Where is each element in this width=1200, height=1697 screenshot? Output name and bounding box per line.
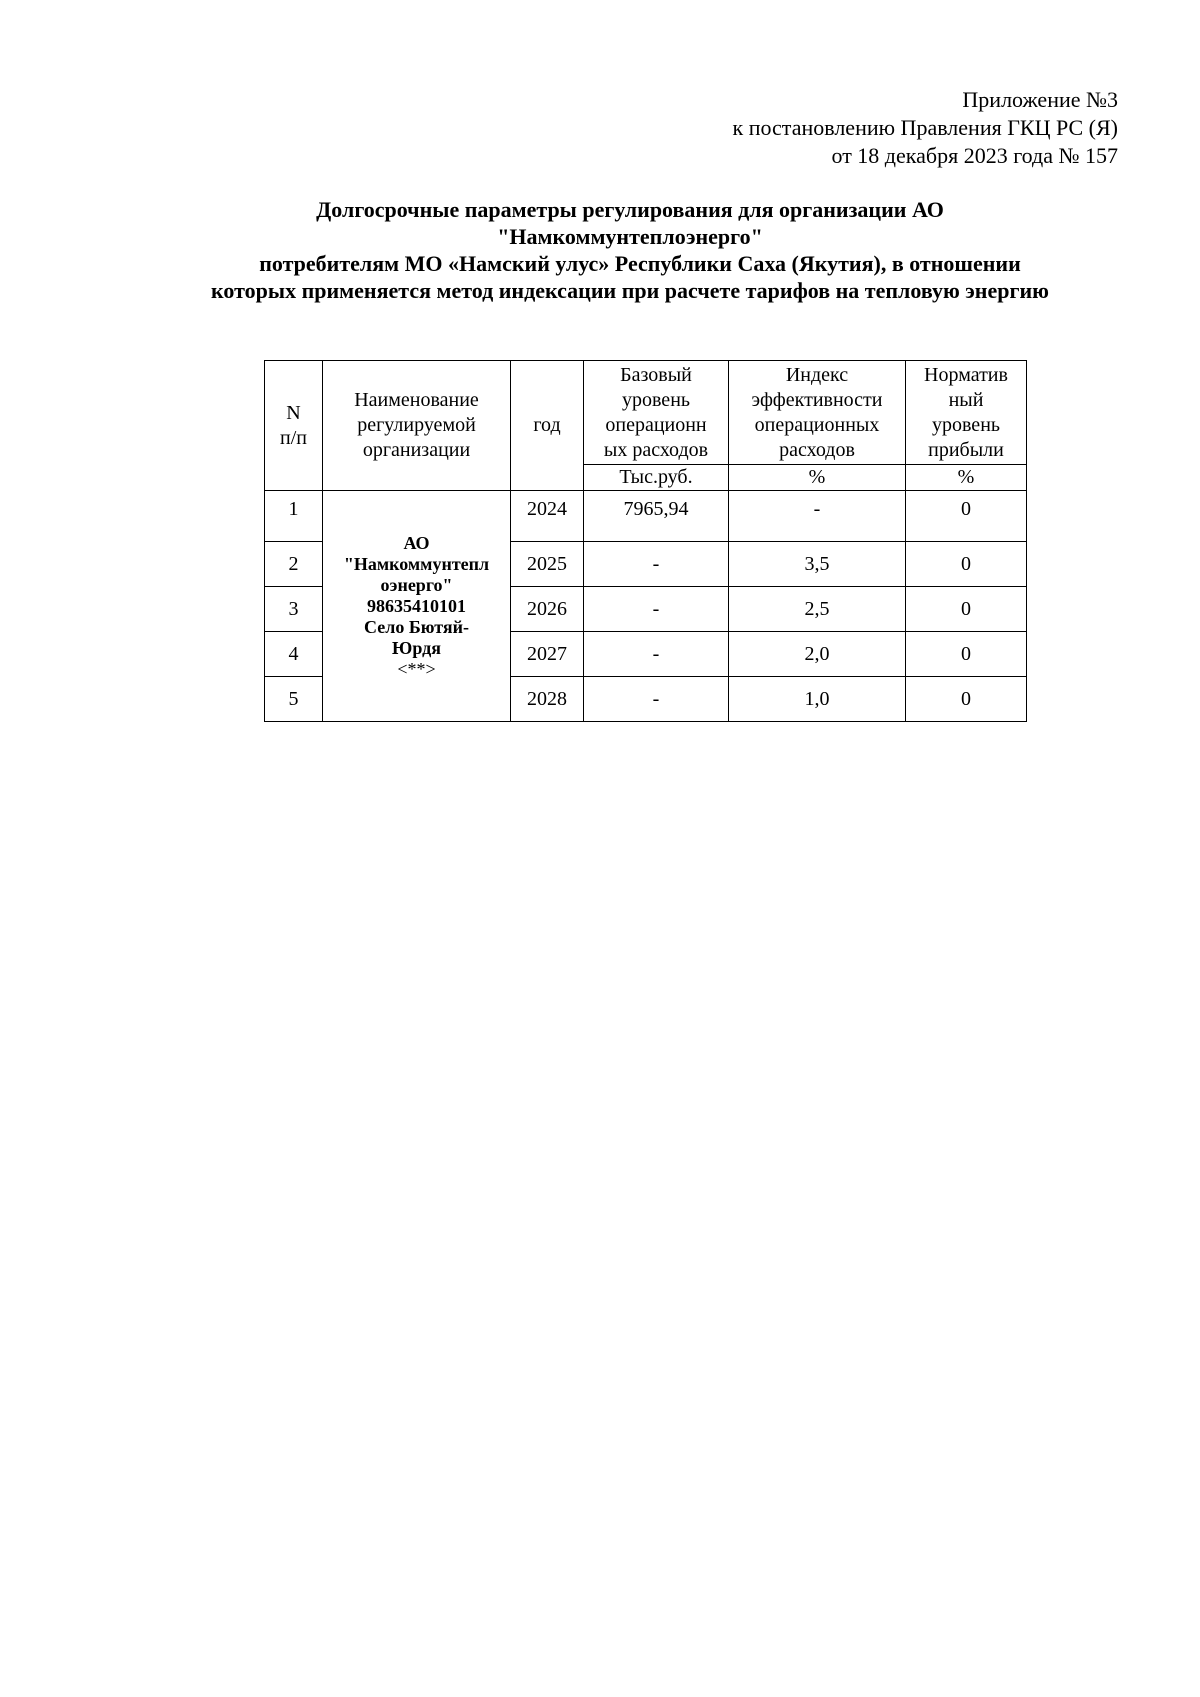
title-line-1: Долгосрочные параметры регулирования для организации АО [316,197,944,222]
cell-base-opex: - [584,587,729,632]
resolution-date: от 18 декабря 2023 года № 157 [831,143,1118,168]
cell-efficiency-index: 3,5 [729,542,906,587]
cell-number: 2 [265,542,323,587]
appendix-header [733,86,1118,170]
title-line-4: которых применяется метод индексации при расчете тарифов на тепловую энергию [211,278,1049,303]
header-normative-profit: Норматив ный уровень прибыли [906,361,1027,465]
cell-number: 4 [265,632,323,677]
cell-year: 2026 [511,587,584,632]
document-title [150,196,1110,304]
table-header-row [265,361,1027,465]
cell-efficiency-index: 2,5 [729,587,906,632]
cell-number: 1 [265,491,323,542]
header-base-opex: Базовый уровень операционн ых расходов [584,361,729,465]
cell-base-opex: 7965,94 [584,491,729,542]
cell-normative-profit: 0 [906,632,1027,677]
cell-base-opex: - [584,677,729,722]
cell-number: 3 [265,587,323,632]
cell-normative-profit: 0 [906,587,1027,632]
header-organization: Наименование регулируемой организации [323,361,511,491]
cell-normative-profit: 0 [906,677,1027,722]
cell-organization: АО "Намкоммунтепл оэнерго" 98635410101 Село Бютяй- Юрдя <**> [323,491,511,722]
header-year: год [511,361,584,491]
appendix-number: Приложение №3 [962,87,1118,112]
cell-normative-profit: 0 [906,542,1027,587]
cell-number: 5 [265,677,323,722]
unit-efficiency-index: % [729,465,906,491]
cell-efficiency-index: 1,0 [729,677,906,722]
cell-year: 2027 [511,632,584,677]
table-row [265,491,1027,542]
title-line-2: "Намкоммунтеплоэнерго" [497,224,763,249]
cell-year: 2024 [511,491,584,542]
unit-normative-profit: % [906,465,1027,491]
cell-base-opex: - [584,542,729,587]
unit-base-opex: Тыс.руб. [584,465,729,491]
cell-normative-profit: 0 [906,491,1027,542]
regulation-parameters-table [264,360,1027,722]
cell-year: 2028 [511,677,584,722]
resolution-reference: к постановлению Правления ГКЦ РС (Я) [732,115,1118,140]
cell-efficiency-index: - [729,491,906,542]
header-efficiency-index: Индекс эффективности операционных расходов [729,361,906,465]
cell-efficiency-index: 2,0 [729,632,906,677]
cell-base-opex: - [584,632,729,677]
title-line-3: потребителям МО «Намский улус» Республики Саха (Якутия), в отношении [259,251,1021,276]
cell-year: 2025 [511,542,584,587]
header-number: N п/п [265,361,323,491]
